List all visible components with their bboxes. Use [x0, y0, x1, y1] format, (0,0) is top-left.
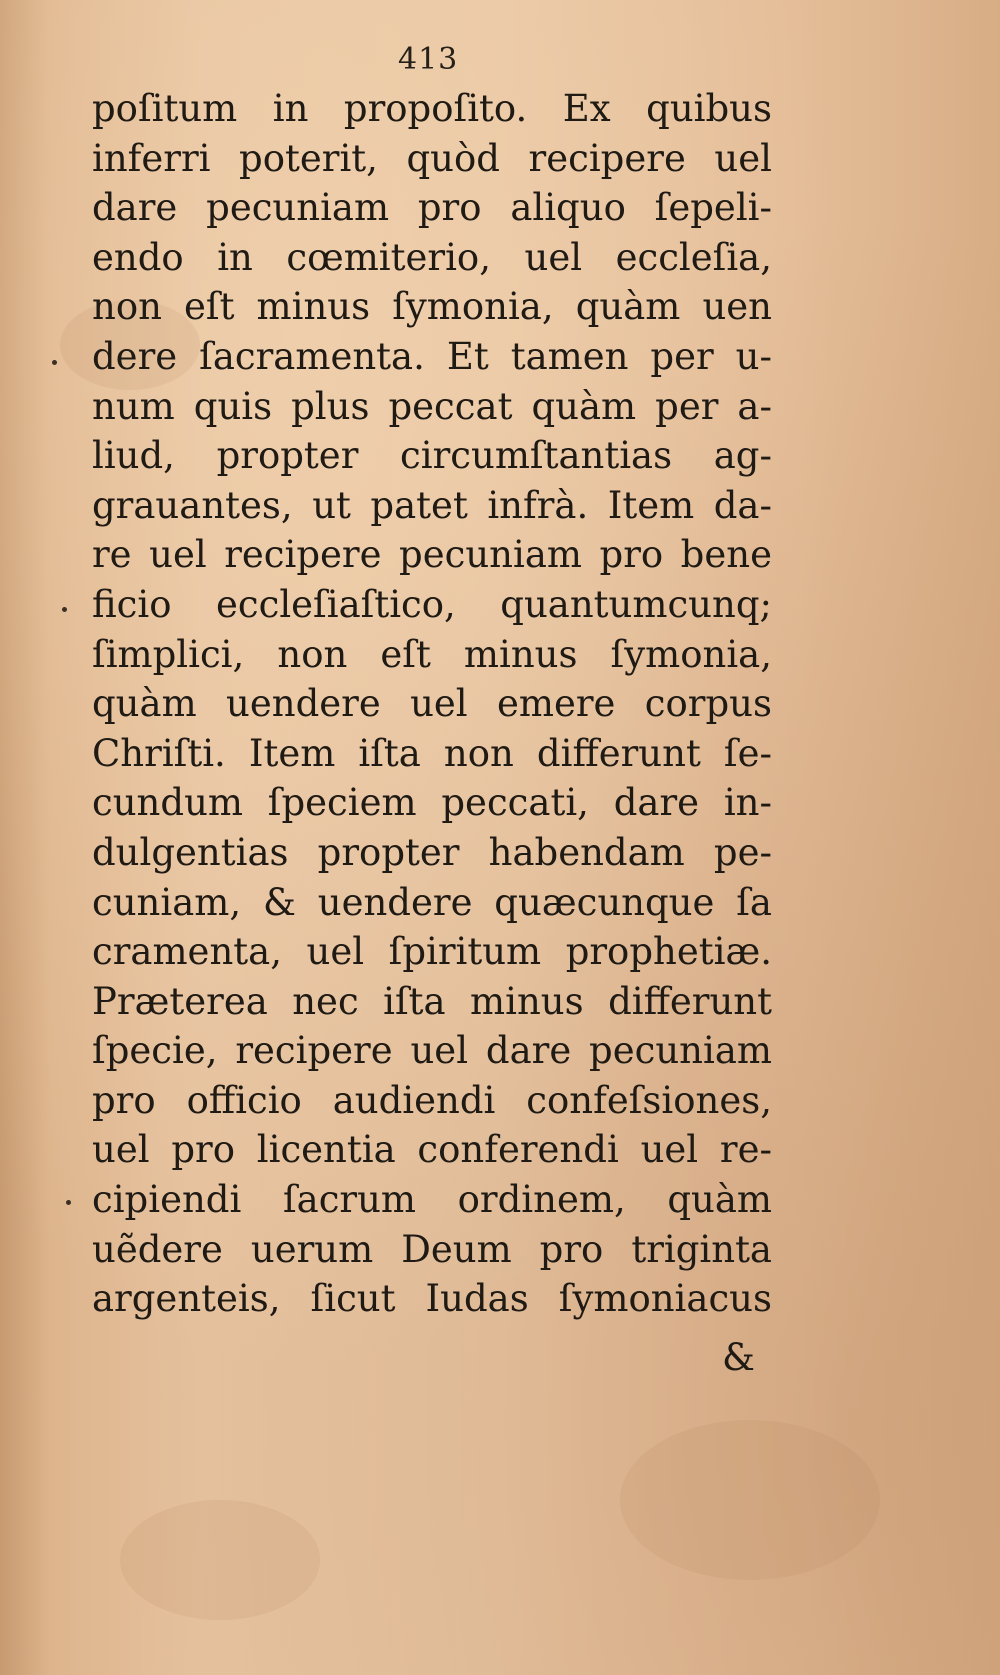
body-text — [92, 84, 772, 1324]
text-line: Præterea nec iſta minus differunt — [92, 979, 772, 1023]
text-line: dare pecuniam pro aliquo ſepeli- — [92, 186, 772, 230]
text-line: argenteis, ſicut Iudas ſymoniacus — [92, 1277, 772, 1321]
text-line: re uel recipere pecuniam pro bene — [92, 533, 772, 577]
margin-mark — [62, 607, 67, 612]
text-line: uẽdere uerum Deum pro triginta — [92, 1227, 772, 1271]
text-line: dere ſacramenta. Et tamen per u- — [92, 334, 772, 378]
text-line: dulgentias propter habendam pe- — [92, 830, 772, 874]
text-line: liud, propter circumſtantias ag- — [92, 434, 772, 478]
text-line: num quis plus peccat quàm per a- — [92, 384, 772, 428]
text-line: cramenta, uel ſpiritum prophetiæ. — [92, 930, 772, 974]
catchword: & — [722, 1336, 755, 1379]
text-line: uel pro licentia conferendi uel re- — [92, 1128, 772, 1172]
text-line: grauantes, ut patet infrà. Item da- — [92, 483, 772, 527]
text-line: cundum ſpeciem peccati, dare in- — [92, 781, 772, 825]
text-line: inferri poterit, quòd recipere uel — [92, 136, 772, 180]
text-line: Chriſti. Item iſta non differunt ſe- — [92, 731, 772, 775]
text-line: cipiendi ſacrum ordinem, quàm — [92, 1178, 772, 1222]
text-line: ficio eccleſiaſtico, quantumcunq; — [92, 582, 772, 626]
text-line: cuniam, & uendere quæcunque ſa — [92, 880, 772, 924]
page-number: 413 — [398, 42, 459, 77]
paper-stain — [120, 1500, 320, 1620]
margin-mark — [52, 360, 57, 365]
text-line: pro officio audiendi confeſsiones, — [92, 1078, 772, 1122]
text-line: poſitum in propoſito. Ex quibus — [92, 87, 772, 130]
text-line: non eſt minus ſymonia, quàm uen — [92, 285, 772, 329]
text-line: endo in cœmiterio, uel eccleſia, — [92, 235, 772, 279]
margin-mark — [66, 1200, 71, 1205]
paper-stain — [620, 1420, 880, 1580]
text-line: ſpecie, recipere uel dare pecuniam — [92, 1029, 772, 1073]
text-line: ſimplici, non eſt minus ſymonia, — [92, 632, 772, 676]
text-line: quàm uendere uel emere corpus — [92, 682, 772, 726]
